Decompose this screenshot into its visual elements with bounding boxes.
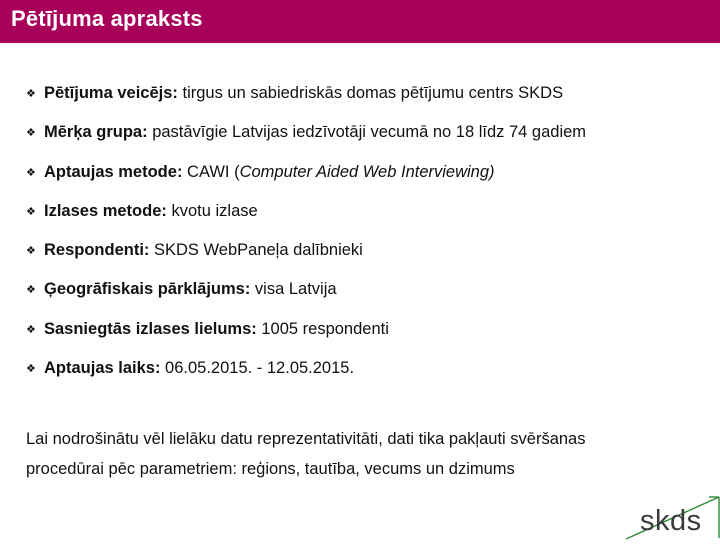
skds-logo bbox=[626, 494, 720, 540]
item-label: Izlases metode: bbox=[44, 201, 167, 220]
study-details-list bbox=[26, 81, 706, 395]
diamond-bullet-icon: ❖ bbox=[26, 127, 36, 140]
list-item bbox=[26, 356, 706, 395]
item-label: Pētījuma veicējs: bbox=[44, 84, 178, 102]
item-label: Respondenti: bbox=[44, 241, 150, 260]
item-text: kvotu izlase bbox=[166, 201, 258, 220]
list-item bbox=[26, 81, 706, 120]
diamond-bullet-icon: ❖ bbox=[26, 205, 36, 218]
logo-text: skds bbox=[640, 505, 702, 537]
item-label: Mērķa grupa: bbox=[44, 123, 148, 142]
diamond-bullet-icon: ❖ bbox=[26, 245, 36, 258]
list-item bbox=[26, 277, 706, 316]
diamond-bullet-icon: ❖ bbox=[26, 166, 36, 179]
diamond-bullet-icon: ❖ bbox=[26, 284, 36, 297]
item-text-italic: Computer Aided Web Interviewing) bbox=[239, 162, 495, 181]
item-label: Sasniegtās izlases lielums: bbox=[44, 319, 257, 338]
item-label: Ģeogrāfiskais pārklājums: bbox=[44, 280, 251, 299]
item-text: 06.05.2015. - 12.05.2015. bbox=[160, 359, 355, 378]
list-item bbox=[26, 160, 706, 199]
item-label: Aptaujas laiks: bbox=[44, 359, 161, 378]
item-text: CAWI ( bbox=[182, 162, 240, 181]
item-text: tirgus un sabiedriskās domas pētījumu centrs SKDS bbox=[177, 84, 564, 102]
weighting-note bbox=[26, 424, 686, 484]
list-item bbox=[26, 238, 706, 277]
item-text: pastāvīgie Latvijas iedzīvotāji vecumā no 18 līdz 74 gadiem bbox=[147, 123, 587, 142]
item-text: visa Latvija bbox=[250, 280, 337, 299]
note-line-2: procedūrai pēc parametriem: reģions, tautība, vecums un dzimums bbox=[26, 460, 515, 478]
item-text: 1005 respondenti bbox=[256, 319, 389, 338]
page-title: Pētījuma apraksts bbox=[11, 6, 203, 31]
diamond-bullet-icon: ❖ bbox=[26, 363, 36, 376]
diamond-bullet-icon: ❖ bbox=[26, 88, 36, 100]
item-text: SKDS WebPaneļa dalībnieki bbox=[149, 241, 363, 260]
list-item bbox=[26, 120, 706, 159]
list-item bbox=[26, 199, 706, 238]
note-line-1: Lai nodrošinātu vēl lielāku datu reprezentativitāti, dati tika pakļauti svēršanas bbox=[26, 430, 586, 448]
list-item bbox=[26, 317, 706, 356]
header-bar bbox=[0, 0, 720, 43]
item-label: Aptaujas metode: bbox=[44, 162, 183, 181]
diamond-bullet-icon: ❖ bbox=[26, 323, 36, 336]
